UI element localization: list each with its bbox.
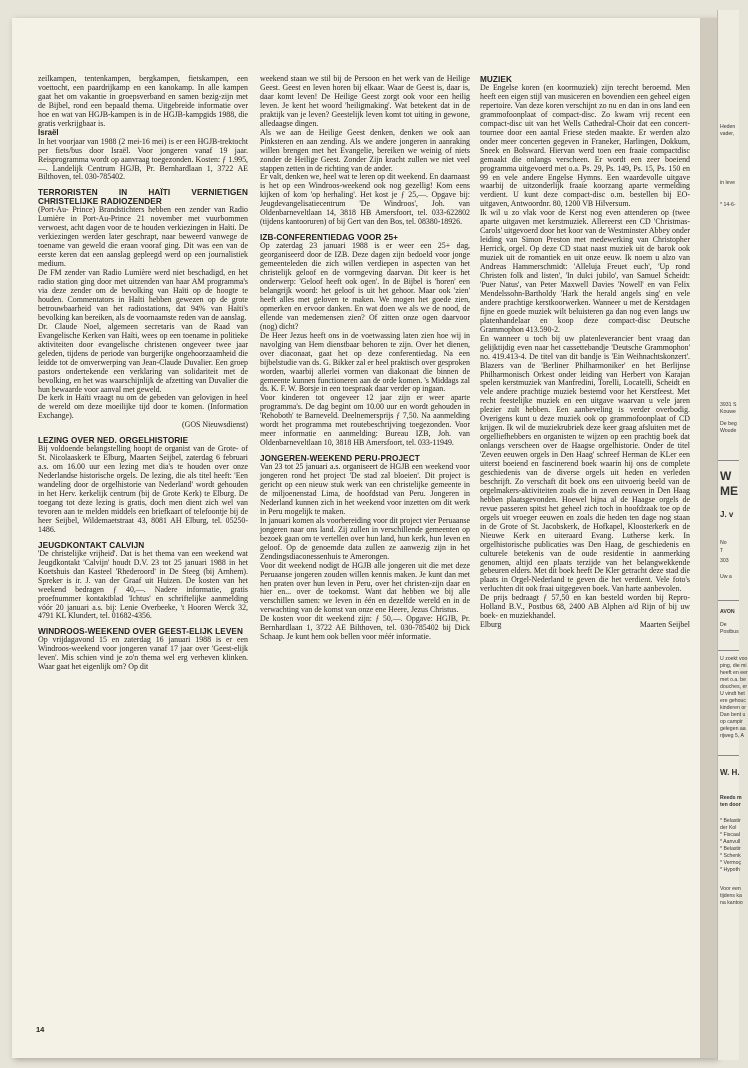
- camp-intro-text: zeilkampen, tentenkampen, bergkampen, fietskampen, een voettocht, een paardrijkamp en een kanokamp. In alle kampen gaat het om vakantie in groepsverband en samen bezig-zijn met de Bijbel, rond een bepaald thema. Uitgebreide informatie over hoe en wat van HGJB-kampen is in de HGJB-kampgids 1988, die gratis verkrijgbaar is.: [38, 74, 248, 128]
- orgel-lecture-heading: LEZING OVER NED. ORGELHISTORIE: [38, 436, 189, 446]
- haiti-heading: TERRORISTEN IN HAÏTI VERNIETIGEN CHRISTELIJKE RADIOZENDER: [38, 188, 248, 207]
- peru-paragraph-1: Van 23 tot 25 januari a.s. organiseert de HGJB een weekend voor jongeren rond het project 'De stad zal bloeien'. Dit project is gericht op een nieuw stuk werk van een christelijke gemeente in de miljoenenstad Lima, de hoofdstad van Peru. Jongeren in Nederland kunnen zich in het weekend voor inzetten om dit werk in Peru mogelijk te maken.: [260, 462, 470, 516]
- column-middle: [260, 75, 470, 642]
- edge-text: * Vermoç: [720, 860, 742, 866]
- edge-heading: ME: [720, 484, 738, 498]
- edge-text: met o.a. be: [720, 677, 746, 683]
- edge-text: U zoekt voo: [720, 656, 748, 662]
- edge-text: Kouwe: [720, 409, 736, 415]
- orgel-lecture-text: Bij voldoende belangstelling hoopt de organist van de Grote- of St. Nicolaaskerk te Elburg, Maarten Seijbel, zaterdag 6 februari a.s. om 16.00 uur een lezing met dia's te houden over onze Nederlandse historische orgels. De lezing, die als titel heeft: 'Een wandeling door de orgelhistorie van Nederland' wordt gehouden in het Herv. kerkelijk centrum (bij de Grote Kerk) te Elburg. De toegang tot deze lezing is gratis, doch men dient zich wel van tevoren aan te melden middels een briefkaart of telefoontje bij de heer Seijbel, Wildemaetstraat 43, 8081 AH Elburg, tel. 05250-1486.: [38, 444, 248, 534]
- israel-text: In het voorjaar van 1988 (2 mei-16 mei) is er een HGJB-trektocht per fiets/bus door Israël. Voor jongeren vanaf 19 jaar. Reisprogramma wordt op aanvraag toegezonden. Kosten: ƒ 1.995,—. Landelijk Centrum HGJB, Pr. Bernhardlaan 1, 3722 AE Bilthoven, tel. 030-785402.: [38, 136, 248, 182]
- izb-paragraph-1: Op zaterdag 23 januari 1988 is er weer een 25+ dag, georganiseerd door de IZB. Deze dagen zijn bedoeld voor jonge gemeenteleden die zich willen verdiepen in aspecten van het christelijk geloof en de vormgeving daarvan. Dit keer is het onderwerp: 'Geloof heeft ook ogen'. In de Bijbel is 'horen' een belangrijk woord: het geloof is uit het gehoor. Maar ook 'zien' heeft alles met geloven te maken. We mogen het goede zien, opmerken en ervoor danken. En wat doen we als we de nood, de ellende van medemensen zien? Of zitten onze ogen daarvoor (nog) dicht?: [260, 241, 470, 331]
- edge-text: De: [720, 622, 727, 628]
- edge-text: Postbus: [720, 629, 739, 635]
- peru-heading: JONGEREN-WEEKEND PERU-PROJECT: [260, 454, 420, 464]
- haiti-paragraph-1: (Port-Au- Prince) Brandstichters hebben een zender van Radio Lumière in Port-Au-Prince 21 november met vuurbommen verwoest, acht dagen voor de te houden verkiezingen in Haïti. De verkiezingen werden later geschrapt, naar beweerd vanwege de toename van geweld die eraan vooraf ging. Dit was een van de eerste keren dat een aanslag gepleegd werd op een journalistiek medium.: [38, 205, 248, 269]
- edge-text: * Belastir: [720, 818, 741, 824]
- edge-text: * Belastir: [720, 846, 741, 852]
- signature-name: Maarten Seijbel: [639, 620, 690, 630]
- edge-text: heeft en eer: [720, 670, 748, 676]
- edge-text: * Aanvull: [720, 839, 741, 845]
- edge-text: Reeds m: [720, 795, 742, 801]
- edge-text: 303: [720, 558, 729, 564]
- edge-text: Dan bent u: [720, 712, 746, 718]
- muziek-heading: MUZIEK: [480, 75, 512, 84]
- muziek-paragraph-1: De Engelse koren (en koormuziek) zijn terecht beroemd. Men heeft een eigen stijl van musiceren en bovendien een geheel eigen repertoire. Van deze koren verschijnt zo nu en dan in ons land een grammofoonplaat of compact-disc. Zo kwam vrij recent een compact-disc uit van het Wells Cathedral-Choir dat een concert-tournee door een aantal Friese steden maakte. Er werden alzo onder meer concerten gegeven in Franeker, Harlingen, Dokkum, Sneek en Bolsward. Hiervan werd toen een fraaie compactdisc gemaakt die onlangs verscheen. Er wordt een zeer boeiend programma uitgevoerd met o.a. Ps. 29, Ps. 149, Ps. 15, Ps. 150 en 99 en vele andere Engelse Hymns. Een waardevolle uitgave waarbij de uitzonderlijk fraaie koorzang aparte vermelding verdient. U kunt deze compact-disc o.m. bestellen bij EO-uitgaven, Antwoordnr. 80, 1200 VB Hilversum.: [480, 83, 690, 209]
- page-fold-shadow: [700, 18, 717, 1058]
- peru-paragraph-2: In januari komen als voorbereiding voor dit project vier Peruaanse jongeren naar ons land. Zij zullen in verschillende gemeenten op bezoek gaan om te vertellen over hun land, hun kerk, hun leven en geloof. Op de genoemde data zullen ze aanwezig zijn in het Zendingsdiaconessenhuis te Amerongen.: [260, 515, 470, 561]
- edge-text: Voor een: [720, 886, 741, 892]
- edge-text: kinderen or: [720, 705, 746, 711]
- edge-text: * 14-6-: [720, 202, 736, 208]
- signature-place: Elburg: [480, 620, 502, 630]
- edge-text: 3931 S: [720, 402, 737, 408]
- column-right: [480, 75, 690, 630]
- windroos-text: Op vrijdagavond 15 en zaterdag 16 januari 1988 is er een Windroos-weekend voor jongeren vanaf 17 jaar over 'Geest-elijk leven'. Mis schien vind je zo'n thema wel erg verheven klinken. Waar gaat het eigenlijk om? Op dit: [38, 635, 248, 672]
- magazine-page: [12, 18, 717, 1058]
- edge-text: * Schenk: [720, 853, 741, 859]
- edge-text: AVON: [720, 609, 735, 615]
- edge-text: U vindt het: [720, 691, 745, 697]
- ad-border: [718, 650, 739, 651]
- edge-heading: J. v: [720, 510, 734, 519]
- muziek-paragraph-2: Ik wil u zo vlak voor de Kerst nog even attenderen op (twee aparte uitgaven met kerstmuziek. Allereerst een CD 'Christmas-Carols' uitgevoerd door het koor van de Westminster Abbey onder leiding van Simon Preston met medewerking van Christopher Herrick, orgel. Op deze CD staat naast muziek uit de barok ook muziek uit de romantiek en uit onze eeuw. Ik noem u alzo van Andreas Hammerschmidt: 'Alleluja Freuet euch', 'Up rond Christen folk and listen', 'In dulci jubilo', van Samuel Scheidt: 'Puer Natus', van Peter Maxwell Davies 'Nowell' en van Felix Mendelssohn-Bartholdy 'Hark the herald angels sing' en vele andere prachtige kerstkoorwerken. Wanneer u met de Kerstdagen fijne en goede muziek wilt beluisteren ga dan nog even langs uw platenhandelaar en koop deze compact-disc Deutsche Grammophon 413.590-2.: [480, 208, 690, 334]
- edge-text: ten door: [720, 802, 741, 808]
- izb-paragraph-2: De Heer Jezus heeft ons in de voetwassing laten zien hoe wij in navolging van Hem dienstbaar behoren te zijn. Over het dienen, over diaconaat, gaat het op deze conferentiedag. Na een bijbelstudie van ds. G. Bikker zal er heel praktisch over gesproken worden, waarbij allerlei vormen van diakonaat die binnen de gemeente kunnen functioneren aan de orde komen. 's Middags zal ds. K. F. W. Borsje in een toespraak daar verder op ingaan.: [260, 330, 470, 394]
- edge-text: No: [720, 540, 727, 546]
- muziek-paragraph-4: De prijs bedraagt ƒ 57,50 en kan besteld worden bij Repro-Holland B.V., Postbus 68, 2400 AB Alphen a/d Rijn of bij uw boek- en muziekhandel.: [480, 593, 690, 621]
- peru-paragraph-3: Voor dit weekend nodigt de HGJB alle jongeren uit die met deze Peruaanse jongeren zouden willen kennis maken. Je kunt dan met hen praten over hun leven in Peru, over het christen-zijn daar en hier en... over de toekomst. Want dat hebben we bij alle verschillen samen: we leven in één en dezelfde wereld en in de verwachting van de komst van onze ene Heere, Jezus Christus.: [260, 560, 470, 615]
- edge-heading: W. H.: [720, 768, 740, 777]
- ad-border: [718, 755, 739, 756]
- edge-text: in leve: [720, 180, 735, 186]
- adjacent-page-edge: [717, 10, 748, 1060]
- windroos-continued-3: Er valt, denken we, heel wat te leren op dit weekend. En daarnaast is het op een Windroos-weekend ook nog gezellig! Kom eens kijken of kom 'op herhaling'. Het kost je ƒ 25,—. Opgave bij: Jeugdevangelisatiecentrum 'De Windroos', Joh. van Oldenbarneveltlaan 14, 3818 HB Amersfoort, tel. 033-622802 (tijdens kantooruren) of bij Gert van den Bos, tel. 08380-18926.: [260, 172, 470, 227]
- edge-text: rijweg 5, A: [720, 733, 744, 739]
- edge-text: T: [720, 548, 724, 554]
- windroos-heading: WINDROOS-WEEKEND OVER GEEST-ELIJK LEVEN: [38, 627, 243, 637]
- edge-text: gelegen aa: [720, 726, 746, 732]
- calvijn-heading: JEUGDKONTAKT CALVIJN: [38, 540, 145, 550]
- ad-border: [718, 600, 739, 601]
- edge-text: der Kol: [720, 825, 737, 831]
- edge-text: De beg: [720, 421, 737, 427]
- edge-text: op campir: [720, 719, 743, 725]
- edge-text: douches, er: [720, 684, 748, 690]
- peru-paragraph-4: De kosten voor dit weekend zijn: ƒ 50,—. Opgave: HGJB, Pr. Bernhardlaan 1, 3722 AE Bilthoven, tel. 030-785402 bij Dick Schaap. Je kunt hem ook bellen voor méér informatie.: [260, 614, 470, 642]
- edge-text: vader,: [720, 131, 735, 137]
- muziek-paragraph-3: En wanneer u toch bij uw platenleverancier bent vraag dan gelijktijdig even naar het cassettebandje 'Deutsche Grammophon' no. 419.413-4. De titel van dit bandje is 'Ein Weihnachtskonzert'. Blazers van de 'Berliner Philharmoniker' en het Berlijnse Philharmonisch Orkest onder leiding van Herbert von Karajan spelen kerstmuziek van Manfredini, Torelli, Locatelli, Scheidt en vele andere prachtige muziek bestemd voor het Kerstfeest. Met recht feestelijke muziek en een uitgave waarvan u vele jaren plezier zult hebben. Een aanbeveling is verder overbodig. Overigens kunt u deze muziek ook op grammofoonplaat of CD krijgen. Ik wil de muziekrubriek deze keer graag afsluiten met de orgelliefhebbers en organisten te wijzen op een prachtig boek dat onlangs verscheen over de Haagse orgelhistorie. Onder de titel 'Zeven eeuwen orgels in Den Haag' schreef Herman de KLer een uiterst boeiend en fascinerend boek waarin hij ons de complete geschiedenis van de diverse orgels uit heden en verleden beschrijft. Zo verschaft dit boek ons een uitvoerig beeld van de orgelmakers-aktiviteiten zoals die in zeven eeuwen in Den Haag hebben plaatsgevonden. Hoewel bijna al de Haagse orgels de revue passeren spitst het geheel zich toch in hoofdzaak toe op de orgels uit vroeger eeuwen en zoals die heden ten dage nog staan in de Grote of St. Jacobskerk, de Hofkapel, Kloosterkerk en de Nieuwe Kerk en uiteraard Evang. Lutherse kerk. In orgelhistorische publicaties was Den Haag, de geschiedenis en culturele betekenis van de oude residentie in aanmerking genomen, altijd een plaats terzijde van het belangwekkende gebeuren elders. Met dit boek heeft De Kler getracht deze stad die plaats in Orgel-Nederland te geven die het verdient. Vele foto's verluchten dit ook fraai uitgegeven boek. Van harte aanbevolen.: [480, 333, 690, 594]
- haiti-source: (GOS Nieuwsdienst): [182, 420, 248, 430]
- edge-text: * Fiscaal: [720, 832, 740, 838]
- column-left: [38, 75, 248, 672]
- israel-subheading: Israël: [38, 127, 59, 137]
- page-number: 14: [36, 1025, 45, 1034]
- edge-text: Uw a: [720, 574, 732, 580]
- haiti-paragraph-4: De kerk in Haïti vraagt nu om de gebeden van gelovigen in heel de wereld om deze moeilijke tijd door te komen. (Information Exchange).: [38, 393, 248, 421]
- edge-text: * Hypoth: [720, 867, 740, 873]
- calvijn-text: 'De christelijke vrijheid'. Dat is het thema van een weekend wat Jeugdkontakt 'Calvijn' houdt D.V. 23 tot 25 januari 1988 in het Koetshuis dan Kasteel 'Rhederoord' in De Steeg (bij Arnhem). Spreker is ir. J. van der Graaf uit Huizen. De kosten van het weekend bedragen ƒ 40,—. Nadere informatie, gratis proefnummer kontaktblad 'Ichtus' en schriftelijke aanmelding vóór 20 januari a.s. bij: Lenie Overbeeke, 't Hooren Werck 32, 4791 KL Klundert, tel. 01682-4356.: [38, 548, 248, 621]
- edge-text: ping, die mi: [720, 663, 747, 669]
- edge-text: ere gehouc: [720, 698, 746, 704]
- windroos-continued-1: weekend staan we stil bij de Persoon en het werk van de Heilige Geest. Geest en leven horen bij elkaar. Waar de Geest is, daar is, daar komt leven! De Heilige Geest zorgt ook voor een heilig leven. Je kent het woord 'heiligmaking'. Wat betekent dat in de praktijk van je leven? Geestelijk leven komt tot uiting in gewone, alledaagse dingen.: [260, 74, 470, 128]
- edge-text: Heden: [720, 124, 736, 130]
- windroos-continued-2: Als we aan de Heilige Geest denken, denken we ook aan Pinksteren en aan zending. Als we andere jongeren in aanraking willen brengen met het Evangelie, bereiken we weinig of niets zonder de Heilige Geest. Zonder Zijn kracht zullen we niet veel stappen zetten in de richting van de ander.: [260, 127, 470, 173]
- edge-heading: W: [720, 469, 732, 483]
- izb-heading: IZB-CONFERENTIEDAG VOOR 25+: [260, 233, 399, 243]
- edge-text: na kantoo: [720, 900, 743, 906]
- haiti-paragraph-2: De FM zender van Radio Lumière werd niet beschadigd, en het radio station ging door met uitzenden van haar AM programma's via deze zender om de bevolking van Haïti op de hoogte te houden. Commentators in Haïti hebben gewezen op de grote betrouwbaarheid van het radiostations, dat 94% van Haïti's bevolking kan bereiken, als de voornaamste reden van de aanslag.: [38, 268, 248, 322]
- muziek-signature: [480, 621, 690, 630]
- edge-text: tijdens ka: [720, 893, 742, 899]
- ad-border: [718, 460, 739, 461]
- edge-text: Woude: [720, 428, 737, 434]
- haiti-paragraph-3: Dr. Claude Noel, algemeen secretaris van de Raad van Evangelische Kerken van Haïti, wees op een toename in politieke aktiviteiten door evangelische christenen ongeveer twee jaar geleden, tijdens de periode van burgerijke ongehoorzaamheid die leidde tot de omverwerping van Jean-Claude Duvalier. Een groep pastors ondertekende een verklaring van solidariteit met de bevolking, en het was waarschijnlijk de afzetting van Duvalier die hun bewaarde voor aanval met geweld.: [38, 321, 248, 394]
- izb-paragraph-3: Voor kinderen tot ongeveer 12 jaar zijn er weer aparte programma's. De dag begint om 10.00 uur en wordt gehouden in 'Rehoboth' te Barneveld. Deelnemersprijs ƒ 7,50. Na aanmelding wordt het programma met routebeschrijving toegezonden. Voor meer informatie en aanmelding: Bureau IZB, Joh. van Oldenbarneveltlaan 10, 3818 HB Amersfoort, tel. 033-11949.: [260, 393, 470, 448]
